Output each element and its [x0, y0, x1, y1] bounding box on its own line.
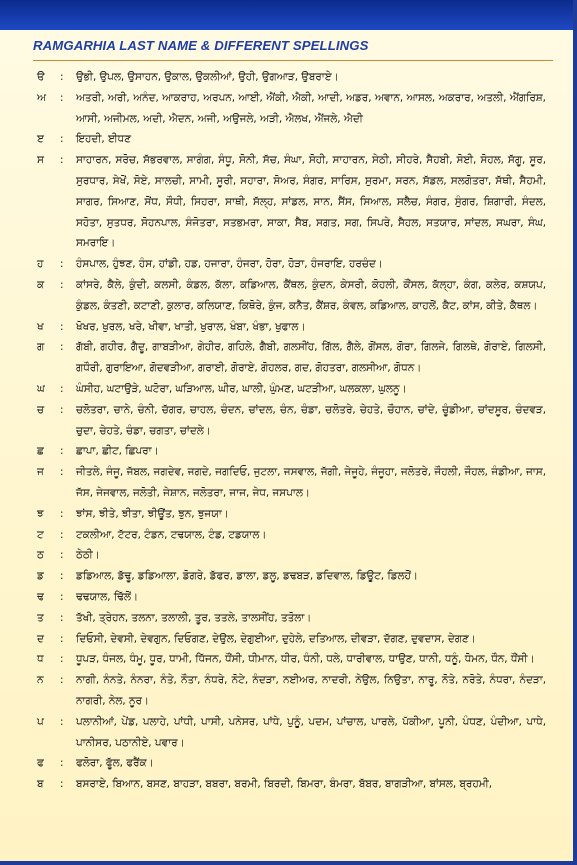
row-surnames: ਝਾਂਸ, ਝੀਤੇ, ਝੀਤਾ, ਝੀਊਂਤ, ਝੁਨ, ਝੁਜਯਾ।	[76, 507, 229, 520]
row-separator: :	[60, 154, 64, 167]
surname-row	[0, 629, 573, 650]
row-separator: :	[60, 590, 64, 603]
row-surnames: ਠੇਠੀ।	[76, 549, 100, 562]
row-separator: :	[60, 674, 64, 687]
row-separator: :	[60, 403, 64, 416]
surname-row	[0, 337, 573, 379]
surname-row	[0, 525, 573, 546]
surname-row	[0, 441, 573, 462]
surname-row	[0, 712, 573, 754]
row-separator: :	[60, 341, 64, 354]
surname-row	[0, 587, 573, 608]
row-letter: ਠ	[37, 549, 44, 562]
row-surnames: ਹੰਸਪਾਲ, ਹੁੰਝਣ, ਹੰਸ, ਹਾਂਡੀ, ਹਡ, ਹਜਾਰਾ, ਹੰਜਰਾ, ਹੋਰਾ, ਹੋੜਾ, ਹੰਜਰਾਇ, ਹਰਚੰਦ।	[76, 258, 383, 271]
row-letter: ੲ	[37, 133, 44, 146]
row-separator: :	[60, 278, 64, 291]
row-separator: :	[60, 507, 64, 520]
row-surnames: ਤੱਖੀ, ਤ੍ਰੇਹਨ, ਤਲਨਾ, ਤਲਾਲੀ, ਤੂਰ, ਤਤਲੇ, ਤਾਲਸੀਂਹ, ਤਤੋਲਾ।	[76, 611, 312, 624]
surname-row	[0, 649, 573, 670]
row-separator: :	[60, 71, 64, 83]
row-separator: :	[60, 570, 64, 583]
row-surnames: ਬਸਰਾਏ, ਬਿਆਨ, ਬਸਣ, ਬਾਹੜਾ, ਬਬਰਾ, ਬਰਮੀ, ਬਿਰਦੀ, ਬਿਮਰਾ, ਬੰਮਰਾ, ਬੱਬਰ, ਬਾਗੜੀਆ, ਬਾਂਸਲ, ਬ੍ਰਹਮੀ,	[76, 778, 493, 791]
row-separator: :	[60, 466, 64, 479]
surname-row	[0, 774, 573, 795]
row-surnames: ਨਾਗੀ, ਨੰਨਤੇ, ਨੰਨਰਾ, ਨੰਤੇ, ਨੌਤਾ, ਨੰਧਰੇ, ਨੋਟੇ, ਨੰਦੜਾ, ਨਈਅਰ, ਨਾਦਰੀ, ਨੇਉਲ, ਨਿਉਤਾ, ਨਾਰੂ, ਨੋਤੇ, ਨਰੋਤੇ, ਨੰਧਰਾ, ਨੰਦੜਾ, ਨਾਗਰੀ, ਨੇਲ, ਨੂਰ।	[76, 674, 546, 707]
row-letter: ਧ	[37, 653, 44, 666]
row-letter: ਝ	[37, 507, 44, 520]
row-letter: ਚ	[37, 403, 45, 416]
row-letter: ਤ	[37, 611, 44, 624]
surname-row	[0, 129, 573, 150]
row-separator: :	[60, 91, 64, 104]
row-letter: ਪ	[37, 715, 44, 728]
row-surnames: ਡਡਿਆਲ, ਡੱਢੂ, ਡਡਿਆਲਾ, ਡੋਗਰੇ, ਡੱਫਰ, ਡਾਲਾ, ਡਲੂ, ਡਢਬੜ, ਡਦਿਵਾਲ, ਡਿਊਟ, ਡਿਲਹੋਂ।	[76, 570, 418, 583]
row-surnames: ਚਲੋਤਰਾ, ਚਾਨੇ, ਚੰਨੀ, ਚੱਗਰ, ਚਾਹਲ, ਚੰਦਨ, ਚਾਂਦਲ, ਚੰਨ, ਚੰਡਾ, ਚਲੋਤਰੇ, ਚੇਹਤੇ, ਚੌਹਾਨ, ਚਾਂਦੇ, ਚੂੰਡੀਆ, ਚਾਂਦਸੂਰ, ਚੰਦਵੜ, ਚੁਦਾ, ਚੇਹਤੇ, ਚੰਡਾ, ਚਗਤਾ, ਚਾਂਦਲੇ।	[76, 403, 546, 437]
row-separator: :	[60, 778, 64, 791]
row-separator: :	[60, 549, 64, 562]
title-underline	[33, 60, 553, 61]
row-letter: ਢ	[37, 590, 44, 603]
row-surnames: ਇਹਦੀ, ਈਧਣ	[76, 133, 131, 146]
row-surnames: ਢਢਯਾਲ, ਢਿੱਲੋਂ।	[76, 590, 138, 603]
row-surnames: ਛਾਪਾ, ਛੀਟ, ਛਿਪਰਾ।	[76, 445, 159, 458]
surname-row	[0, 317, 573, 338]
row-letter: ਖ	[37, 320, 44, 333]
row-surnames: ਪਲਾਨੀਆਂ, ਪੇਂਡ, ਪਲਾਹੇ, ਪਾਂਧੀ, ਪਾਸੀ, ਪਨੇਸਰ, ਪਾਂਧੇ, ਪੁਨੂੰ, ਪਦਮ, ਪਾਂਚਾਲ, ਪਾਰਲੇ, ਪੱਕੀਆ, ਪੂਨੀ, ਪੰਧਣ, ਪੰਦੀਆ, ਪਾਧੇ, ਪਾਨੀਸਰ, ਪਠਾਨੀਏ, ਪਵਾਰ।	[76, 715, 546, 749]
surname-row	[0, 566, 573, 587]
row-surnames: ਦਿਓਸੀ, ਦੇਵਸੀ, ਦੇਵਗੁਨ, ਦਿਓਗਣ, ਦੇਉਲ, ਦੇਗੁਈਆ, ਦੁਹੇਲੇ, ਦਤਿਆਲ, ਦੀਵੜਾ, ਦੱਗਣ, ਦੁਵਦਾਸ, ਦੇਗਣ।	[76, 632, 476, 645]
row-surnames: ਖੋਖਰ, ਖੁਰਲ, ਖਰੇ, ਖੀਵਾ, ਖਾਤੀ, ਖੁਰਾਲ, ਖੰਬਾ, ਖੰਭਾ, ਖੁਫਾਲ।	[76, 320, 306, 333]
surname-row	[0, 504, 573, 525]
row-letter: ੳ	[37, 71, 45, 83]
row-surnames: ਘੰਸੀਹ, ਘਟਾਉੜੇ, ਘਟੋਰਾ, ਘੜਿਆਲ, ਘੀਰ, ਘਾਲੀ, ਘੁੰਮਣ, ਘਟੜੀਆ, ਘਲਕਲਾ, ਘੁਲਨੂ।	[76, 382, 407, 395]
row-surnames: ਜੀਤਲੇ, ਜੰਜੂ, ਜੱਬਲ, ਜਗਦੇਵ, ਜਗਦੇ, ਜਗਦਿਓ, ਜੁਟਲਾ, ਜਸਵਾਲ, ਜੱਗੀ, ਜੇਜੂਹੇ, ਜੰਜੂਹਾ, ਜਲੋਤਰੇ, ਜੌਹਲੀ, ਜੌਹਲ, ਜੰਡੀਆ, ਜਾਸ, ਜੱਸ, ਜੇਜਵਾਲ, ਜਲੋਤੀ, ਜੇਸ਼ਾਨ, ਜਲੋਤਰਾ, ਜਾਜ, ਜੇਧ, ਜਸਪਾਲ।	[76, 466, 546, 499]
row-separator: :	[60, 528, 64, 541]
surname-row	[0, 670, 573, 712]
row-separator: :	[60, 653, 64, 666]
row-letter: ਜ	[37, 466, 44, 479]
row-letter: ਬ	[37, 778, 44, 791]
row-separator: :	[60, 320, 64, 333]
surname-row	[0, 67, 573, 88]
row-letter: ਕ	[37, 278, 45, 291]
surname-row	[0, 88, 573, 130]
row-letter: ਅ	[37, 91, 46, 104]
row-letter: ਨ	[37, 674, 44, 687]
top-banner	[0, 0, 573, 30]
row-separator: :	[60, 382, 64, 395]
row-surnames: ਕਾਂਸਰੇ, ਕੈਲੇ, ਕੁੰਦੀ, ਕਲਸੀ, ਕੰਡਲ, ਕੱਲਾ, ਕਡਿਆਲ, ਕੈਂਥਲ, ਕੁੰਦਨ, ਕੇਸਰੀ, ਕੋਹਲੀ, ਕੌਂਸਲ, ਕੱਲ੍ਹਾ, ਕੰਗ, ਕਲੇਰ, ਕਸ਼ਯਪ, ਕੁੰਡਲ, ਕੰਤਣੀ, ਕਟਾਣੀ, ਕੁਲਾਰ, ਕਲਿਯਾਣ, ਕਿਥੋਰੇ, ਕੁੰਜ, ਕਨੈਤ, ਕੈਂਸ਼ਰ, ਕੰਵਲ, ਕਡਿਆਲ, ਕਾਹਲੋਂ, ਕੈਟ, ਕਾਂਸ, ਕੀਤੇ, ਕੈਥਲ।	[76, 278, 546, 312]
row-letter: ਹ	[37, 258, 44, 271]
row-surnames: ਉਭੀ, ਉਪਲ, ਉਸਾਹਨ, ਉਕਾਲ, ਉਕਲੀਆਂ, ਉਹੀ, ਉਗਆੜ, ਉਬਰਾਏ।	[76, 71, 339, 83]
row-separator: :	[60, 715, 64, 728]
row-letter: ਗ	[37, 341, 45, 354]
row-separator: :	[60, 258, 64, 271]
row-separator: :	[60, 757, 64, 770]
row-separator: :	[60, 611, 64, 624]
surname-row	[0, 545, 573, 566]
row-letter: ਛ	[37, 445, 44, 458]
row-surnames: ਅਤਰੀ, ਅਰੀ, ਅਨੰਦ, ਆਕਰਾਹ, ਅਰਪਨ, ਆਈ, ਐਂਕੀ, ਐਕੀ, ਆਦੀ, ਅਡਰ, ਅਵਾਨ, ਆਸਲ, ਅਕਰਾਰ, ਅਤਲੀ, ਐਂਗਰਿਸ਼, ਆਸੀ, ਅਜੀਮਲ, ਅਦੀ, ਐਦਨ, ਅਜੀ, ਅਉਜਲੇ, ਅੜੀ, ਐਲਖ, ਐਂਜਲੇ, ਐਦੀ	[76, 91, 546, 125]
row-letter: ਸ	[37, 154, 44, 167]
row-letter: ਦ	[37, 632, 44, 645]
row-letter: ਟ	[37, 528, 44, 541]
page-title: RAMGARHIA LAST NAME & DIFFERENT SPELLINGS	[33, 38, 369, 53]
surname-row	[0, 275, 573, 317]
surname-row	[0, 379, 573, 400]
surname-row	[0, 462, 573, 504]
surname-row	[0, 254, 573, 275]
surname-row	[0, 608, 573, 629]
surname-row	[0, 150, 573, 254]
row-letter: ਡ	[37, 570, 44, 583]
row-surnames: ਧੂਪੜ, ਧੰਜਲ, ਧੰਮੂ, ਧੂਰ, ਧਾਮੀ, ਧਿੱਜਨ, ਧੌਂਸੀ, ਧੀਮਾਨ, ਧੀਰ, ਧੰਨੀ, ਧਲੇ, ਧਾਰੀਵਾਲ, ਧਾਉਣ, ਧਾਨੀ, ਧਨੂੰ, ਧੋਮਨ, ਧੌਨ, ਧੌਂਸੀ।	[76, 653, 535, 666]
row-separator: :	[60, 445, 64, 458]
row-separator: :	[60, 133, 64, 146]
row-surnames: ਸਾਹਾਰਨ, ਸਰੋਚ, ਸੱਭਰਵਾਲ, ਸਾਗੰਗ, ਸੰਧੂ, ਸੋਨੀ, ਸੱਚ, ਸੰਘਾ, ਸੋਹੀ, ਸਾਹਾਰਨ, ਸੇਠੀ, ਸੀਹਰੇ, ਸੈਹਬੀ, ਸੋਈ, ਸੋਹਲ, ਸੱਗੂ, ਸੂਰ, ਸੁਰਧਾਰ, ਸੇਖੋਂ, ਸੋਏ, ਸਾਲਚੀ, ਸਾਮੀ, ਸੂਰੀ, ਸਹਾਰਾ, ਸੋਅਰ, ਸੰਗਰ, ਸਾਰਿਸ, ਸੁਰਮਾ, ਸਰਨ, ਸੱਡਲ, ਸਲਗੋਤਰਾ, ਸੱਥੀ, ਸੈਹਮੀ, ਸਾਗਰ, ਸਿਆਣ, ਸੋਂਧ, ਸੌਧੀ, ਸਿਹਰਾ, ਸਾਥੀ, ਸੱਲ੍ਹ, ਸਾਂਡਲ, ਸਾਨ, ਸੈਂਸ, ਸਿਆਲ, ਸਲੈਚ, ਸੰਗਰ, ਸੁੰਗਰ, ਸ਼ਿਗਾਰੀ, ਸੰਦਲ, ਸਹੋਤਾ, ਸੁਤਧਰ, ਸੋਹਨਪਾਲ, ਸੰਜੋਤਰਾ, ਸਤਭਮਰਾ, ਸਾਕਾ, ਸੈਬ, ਸਗਤ, ਸਗ, ਸਿਪਰੇ, ਸੈਹਲ, ਸਤਯਾਰ, ਸਾਂਦਲ, ਸਘਰਾ, ਸੰਘ, ਸਮਰਾਇ।	[76, 154, 546, 250]
row-letter: ਘ	[37, 382, 45, 395]
row-surnames: ਫਲੋਰਾ, ਫੂੱਲ, ਫਰੈਂਕ।	[76, 757, 154, 770]
row-separator: :	[60, 632, 64, 645]
row-letter: ਫ	[37, 757, 44, 770]
row-surnames: ਗੱਬੀ, ਗਹੀਰ, ਗੈਦੂ, ਗਾਬੜੀਆ, ਗੇਹੀਰ, ਗਹਿਲੇ, ਗੈਬੀ, ਗਲਸੀਂਹ, ਗਿੱਲ, ਗੈਲੇ, ਗੋਂਸਲ, ਗੋਰਾ, ਗਿਲਜੇ, ਗਿਲਥੇ, ਗੋਰਾਏ, ਗਿਲਸੀ, ਗਧੌਰੀ, ਗੁਰਾਇਆ, ਗੋਦਵੜੀਆ, ਗਰਾਈ, ਗੋਰਾਏ, ਗੋਹਲਰ, ਗਦ, ਗੋਹਤਰਾ, ਗਲਸੀਆ, ਗੋਧਨ।	[76, 341, 546, 375]
surname-list	[0, 67, 573, 795]
row-surnames: ਟਕਲੀਆ, ਟੱਟਰ, ਟੰਡਨ, ਟਢਯਾਲ, ਟੰਡ, ਟਡਯਾਲ।	[76, 528, 267, 541]
surname-row	[0, 400, 573, 442]
surname-row	[0, 753, 573, 774]
